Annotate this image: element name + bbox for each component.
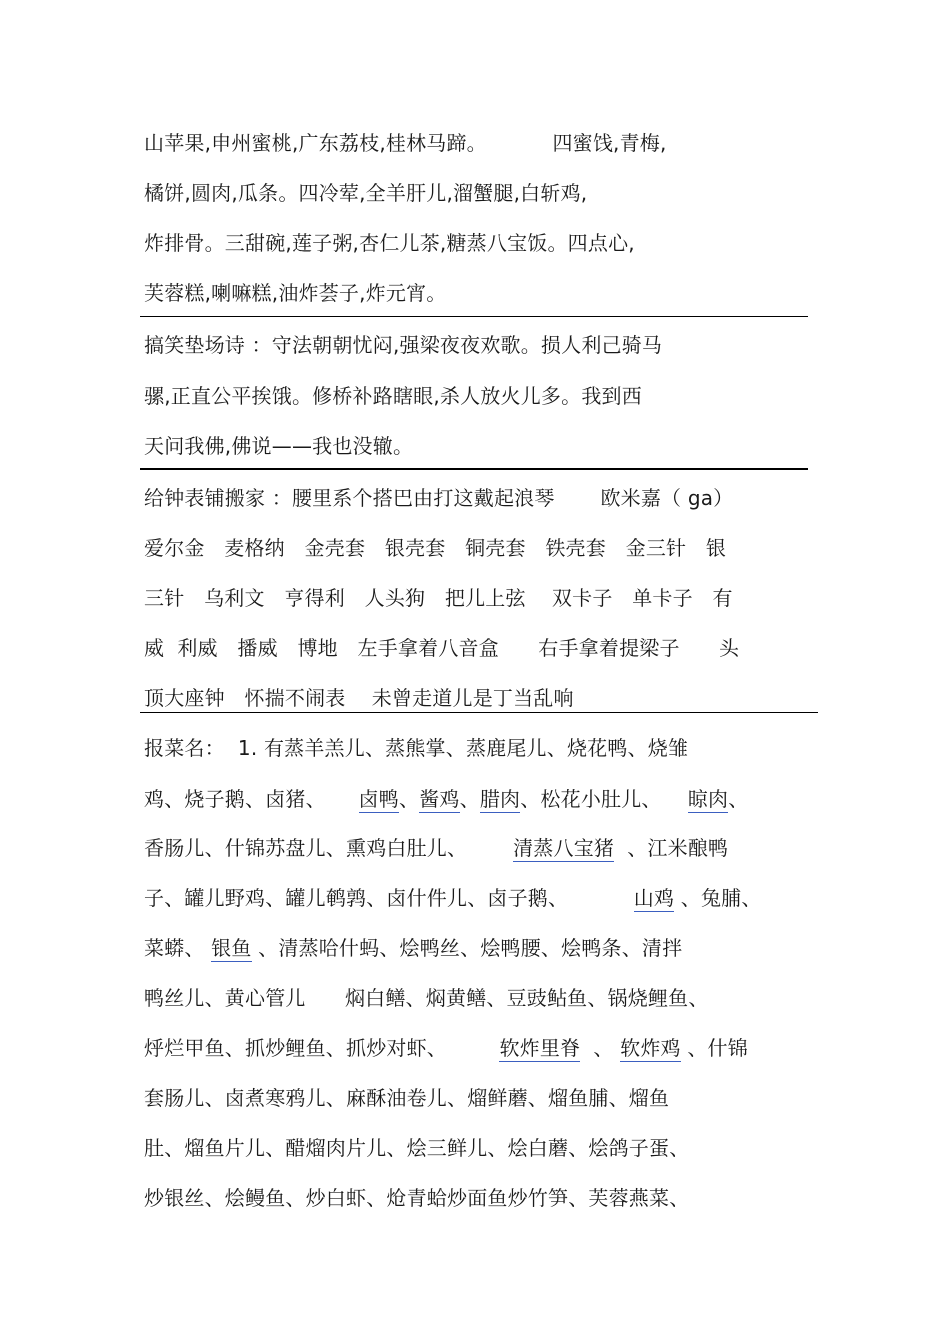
para4-line9: 肚、熘鱼片儿、醋熘肉片儿、烩三鲜儿、烩白蘑、烩鸽子蛋、 [144,1136,690,1160]
para2-line3: 天问我佛,佛说——我也没辙。 [144,434,414,458]
para1-line3: 炸排骨。三甜碗,莲子粥,杏仁儿茶,糖蒸八宝饭。四点心, [144,231,635,255]
para4-line8: 套肠儿、卤煮寒鸦儿、麻酥油卷儿、熘鲜蘑、熘鱼脯、熘鱼 [144,1086,670,1110]
underlined-dish: 晾肉 [687,787,729,811]
para2-line1: 搞笑垫场诗 ：守法朝朝忧闷,强梁夜夜欢歌。损人利己骑马 [144,333,663,357]
para1-line4: 芙蓉糕,喇嘛糕,油炸荟子,炸元宵。 [144,281,447,305]
divider-2 [140,468,808,470]
para3-line3: 三针 乌利文 亨得利 人头狗 把儿上弦 双卡子 单卡子 有 [144,586,733,610]
text-segment: 、 [399,787,420,811]
text-segment: 鸡、烧子鹅、卤猪、 [144,787,359,811]
text-segment: 、 [728,787,749,811]
underlined-dish: 酱鸡 [419,787,460,811]
text-segment: 、什锦 [680,1036,748,1060]
para1-line1: 山苹果,申州蜜桃,广东荔枝,桂林马蹄。 四蜜饯,青梅, [144,131,667,155]
para4-line1: 报菜名： 1. 有蒸羊羔儿、蒸熊掌、蒸鹿尾儿、烧花鸭、烧雏 [144,736,689,760]
text-segment: 菜蟒、 [144,936,212,960]
underlined-dish: 软炸鸡 [620,1036,681,1060]
para4-line5 [144,936,682,960]
text-segment: 、松花小肚儿、 [520,787,688,811]
para4-line7 [144,1036,748,1060]
para4-line6: 鸭丝儿、黄心管儿 焖白鳝、焖黄鳝、豆豉鲇鱼、锅烧鲤鱼、 [144,986,709,1010]
para3-line5: 顶大座钟 怀揣不闹表 未曾走道儿是丁当乱响 [144,686,574,710]
underlined-dish: 山鸡 [633,886,675,910]
text-segment: 、 [459,787,480,811]
underlined-dish: 卤鸭 [358,787,399,811]
text-segment: 、 [580,1036,621,1060]
text-segment: 香肠儿、什锦苏盘儿、熏鸡白肚儿、 [144,836,514,860]
para4-line3 [144,836,728,860]
para4-line2 [144,787,748,811]
text-segment: 、清蒸哈什蚂、烩鸭丝、烩鸭腰、烩鸭条、清拌 [251,936,683,960]
para3-line2: 爱尔金 麦格纳 金壳套 银壳套 铜壳套 铁壳套 金三针 银 [144,536,727,560]
underlined-dish: 清蒸八宝猪 [513,836,615,860]
para4-line4 [144,886,762,910]
text-segment: 、兔脯、 [674,886,762,910]
para3-line4: 威 利威 播威 博地 左手拿着八音盒 右手拿着提梁子 头 [144,636,740,660]
text-segment: 烀烂甲鱼、抓炒鲤鱼、抓炒对虾、 [144,1036,500,1060]
underlined-dish: 软炸里脊 [499,1036,581,1060]
para3-line1: 给钟表铺搬家 ：腰里系个搭巴由打这戴起浪琴 欧米嘉（ ga） [144,486,734,510]
para1-line2: 橘饼,圆肉,瓜条。四冷荤,全羊肝儿,溜蟹腿,白斩鸡, [144,181,588,205]
para4-line10: 炒银丝、烩鳗鱼、炒白虾、炝青蛤炒面鱼炒竹笋、芙蓉燕菜、 [144,1186,690,1210]
para2-line2: 骡,正直公平挨饿。修桥补路瞎眼,杀人放火儿多。我到西 [144,384,642,408]
divider-1 [140,316,808,317]
underlined-dish: 银鱼 [211,936,252,960]
underlined-dish: 腊肉 [479,787,521,811]
text-segment: 子、罐儿野鸡、罐儿鹌鹑、卤什件儿、卤子鹅、 [144,886,634,910]
divider-3 [140,712,818,713]
text-segment: 、江米酿鸭 [614,836,729,860]
